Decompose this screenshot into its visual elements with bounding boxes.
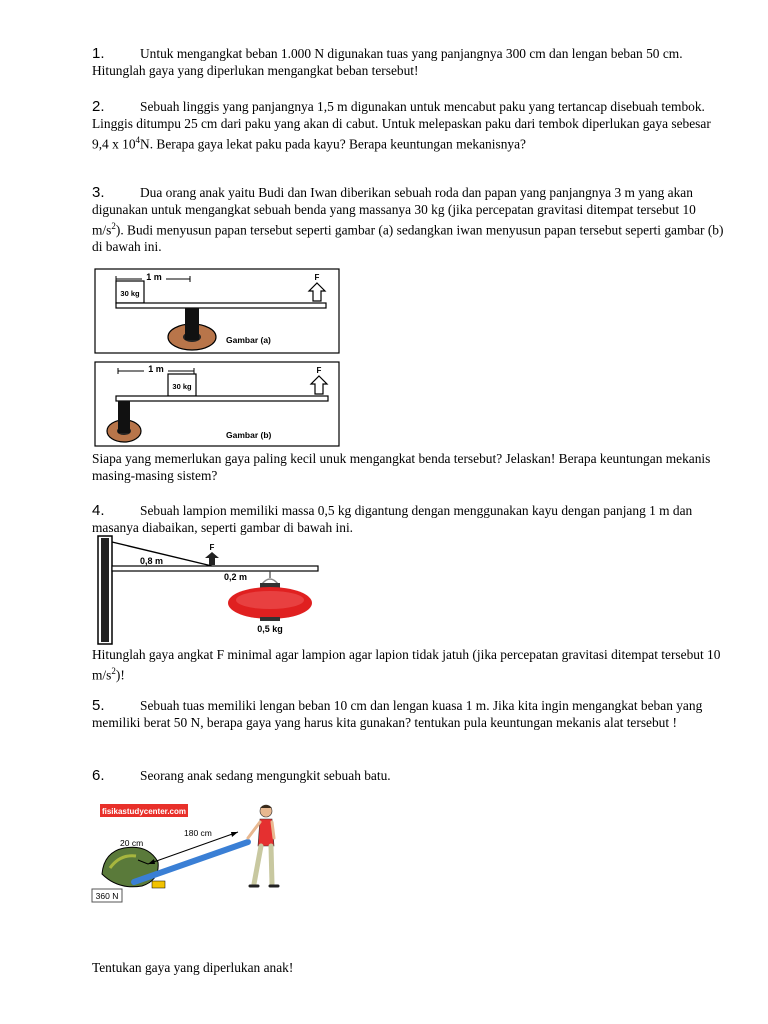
figure-a-force-label: F (314, 273, 320, 282)
figure-b-post (118, 401, 130, 433)
question-2 (92, 98, 728, 152)
figure-b-caption: Gambar (b) (226, 430, 272, 440)
question-2-text-b: N. Berapa gaya lekat paku pada kayu? Berapa keuntungan mekanisnya? (140, 136, 526, 152)
figure-4-lantern (94, 534, 334, 646)
question-4 (92, 502, 728, 536)
question-6-text: Seorang anak sedang mengungkit sebuah batu. (140, 768, 391, 783)
figure-6-short-arm-label: 20 cm (120, 838, 144, 848)
figure-6-long-arm-label: 180 cm (184, 828, 212, 838)
question-5 (92, 697, 728, 731)
figure-b-plank (116, 396, 328, 401)
question-4-number: 4. (92, 502, 105, 519)
figure-a-plank (116, 303, 326, 308)
figure-6-child (248, 805, 278, 886)
question-4-follow-up (92, 646, 728, 683)
figure-4-force-label: F (209, 543, 215, 552)
figure-4-mass-label: 0,5 kg (257, 624, 283, 634)
figure-a-post (185, 308, 199, 340)
question-3-text-b: ). Budi menyusun papan tersebut seperti gambar (a) sedangkan iwan menyusun papan tersebut seperti gambar (b) di bawah ini. (92, 222, 724, 255)
question-6-number: 6. (92, 767, 105, 784)
question-1 (92, 45, 728, 79)
figure-b (94, 361, 340, 447)
figure-a (94, 268, 340, 354)
question-2-exponent: 4 (135, 135, 141, 145)
question-5-text: Sebuah tuas memiliki lengan beban 10 cm dan lengan kuasa 1 m. Jika kita ingin mengangkat beban yang memiliki berat 50 N, berapa gaya yang harus kita gunakan? tentukan pula keuntungan mekanis alat tersebut ! (92, 698, 703, 730)
figure-4-distance-2-label: 0,2 m (224, 572, 248, 582)
question-4-follow-text-b: )! (115, 667, 125, 683)
question-6-follow-up: Tentukan gaya yang diperlukan anak! (92, 960, 294, 975)
figure-a-caption: Gambar (a) (226, 335, 271, 345)
figure-6-lever (90, 800, 290, 908)
question-1-text: Untuk mengangkat beban 1.000 N digunakan tuas yang panjangnya 300 cm dan lengan beban 50 cm. Hitunglah gaya yang diperlukan mengangkat beban tersebut! (92, 46, 683, 78)
figure-6-site-label: fisikastudycenter.com (101, 807, 187, 816)
figure-6-weight-label: 360 N (95, 891, 119, 901)
question-3-exponent: 2 (111, 221, 116, 231)
figure-a-distance-label: 1 m (146, 272, 162, 282)
figure-b-distance-label: 1 m (148, 364, 164, 374)
question-4-exponent: 2 (111, 666, 116, 676)
figure-4-rod (112, 566, 318, 571)
figure-6-fulcrum (152, 881, 165, 888)
question-3-text-a: Dua orang anak yaitu Budi dan Iwan diberikan sebuah roda dan papan yang panjangnya 3 m yang akan digunakan untuk mengangkat sebuah benda yang massanya 30 kg (jika percepatan gravitasi ditempat tersebut 10 m/s (92, 185, 696, 238)
question-4-follow-text-a: Hitunglah gaya angkat F minimal agar lampion agar lapion tidak jatuh (jika percepatan gravitasi ditempat tersebut 10 m/s (92, 647, 721, 683)
figure-4-distance-1-label: 0,8 m (140, 556, 164, 566)
figure-b-force-label: F (316, 366, 322, 375)
question-2-number: 2. (92, 98, 105, 115)
question-2-text-a: Sebuah linggis yang panjangnya 1,5 m digunakan untuk mencabut paku yang tertancap disebuah tembok. Linggis ditumpu 25 cm dari paku yang akan di cabut. Untuk melepaskan paku dari tembok diperlukan gaya sebesar 9,4 x 10 (92, 99, 711, 152)
question-6 (92, 767, 728, 784)
figure-b-mass-label: 30 kg (172, 382, 192, 391)
question-3 (92, 184, 728, 255)
question-3-number: 3. (92, 184, 105, 201)
figure-a-mass-label: 30 kg (120, 289, 140, 298)
question-1-number: 1. (92, 45, 105, 62)
question-3-follow-up: Siapa yang memerlukan gaya paling kecil unuk mengangkat benda tersebut? Jelaskan! Berapa keuntungan mekanis masing-masing sistem? (92, 451, 711, 483)
question-4-text: Sebuah lampion memiliki massa 0,5 kg digantung dengan menggunakan kayu dengan panjang 1 m dan masanya diabaikan, seperti gambar di bawah ini. (92, 503, 693, 535)
question-5-number: 5. (92, 697, 105, 714)
figure-4-force-arrow-icon (205, 552, 219, 565)
